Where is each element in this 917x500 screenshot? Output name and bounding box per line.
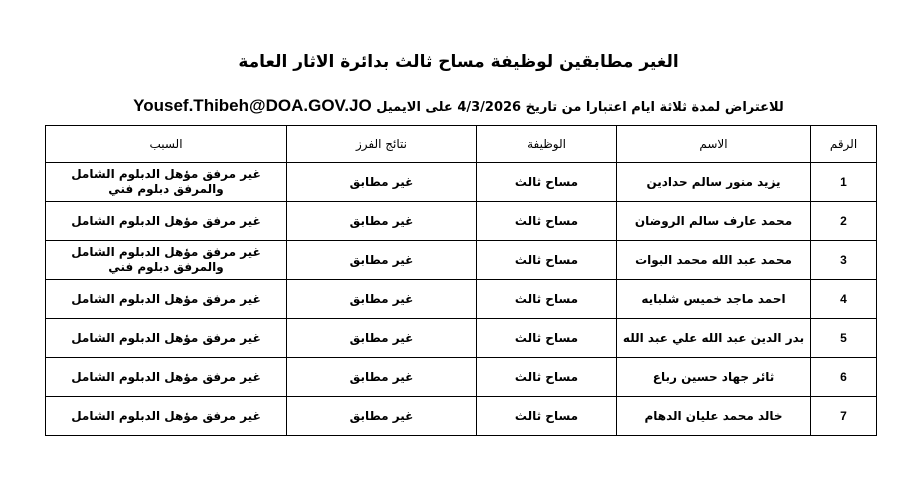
cell-job: مساح ثالث	[477, 163, 617, 202]
cell-job: مساح ثالث	[477, 202, 617, 241]
cell-number: 5	[811, 319, 877, 358]
cell-reason: غير مرفق مؤهل الدبلوم الشامل	[46, 397, 287, 436]
page-title: الغير مطابقين لوظيفة مساح ثالث بدائرة الاثار العامة	[238, 52, 679, 72]
cell-result: غير مطابق	[287, 358, 477, 397]
cell-job: مساح ثالث	[477, 397, 617, 436]
cell-result: غير مطابق	[287, 397, 477, 436]
cell-number: 1	[811, 163, 877, 202]
cell-number: 6	[811, 358, 877, 397]
cell-name: محمد عبد الله محمد البوات	[617, 241, 811, 280]
cell-name: احمد ماجد خميس شلبايه	[617, 280, 811, 319]
cell-number: 7	[811, 397, 877, 436]
cell-name: خالد محمد عليان الدهام	[617, 397, 811, 436]
contact-email: Yousef.Thibeh@DOA.GOV.JO	[133, 96, 372, 115]
cell-name: ثائر جهاد حسين رباع	[617, 358, 811, 397]
header-job: الوظيفة	[477, 126, 617, 163]
cell-reason: غير مرفق مؤهل الدبلوم الشامل	[46, 202, 287, 241]
cell-result: غير مطابق	[287, 163, 477, 202]
notice-text: للاعتراض لمدة ثلاثة ايام اعتبارا من تاريخ 4/3/2026 على الايميل	[376, 100, 784, 115]
cell-job: مساح ثالث	[477, 280, 617, 319]
header-result: نتائج الفرز	[287, 126, 477, 163]
table-row	[46, 358, 877, 397]
table-row	[46, 280, 877, 319]
cell-job: مساح ثالث	[477, 241, 617, 280]
results-table	[45, 125, 877, 436]
cell-number: 3	[811, 241, 877, 280]
cell-result: غير مطابق	[287, 241, 477, 280]
cell-number: 2	[811, 202, 877, 241]
table-row	[46, 241, 877, 280]
table-row	[46, 397, 877, 436]
cell-result: غير مطابق	[287, 319, 477, 358]
objection-notice	[0, 95, 917, 119]
table-row	[46, 163, 877, 202]
header-name: الاسم	[617, 126, 811, 163]
cell-result: غير مطابق	[287, 202, 477, 241]
cell-name: يزيد منور سالم حدادين	[617, 163, 811, 202]
header-number: الرقم	[811, 126, 877, 163]
cell-reason: غير مرفق مؤهل الدبلوم الشامل	[46, 280, 287, 319]
table-row	[46, 202, 877, 241]
cell-reason: غير مرفق مؤهل الدبلوم الشامل والمرفق دبلوم فني	[46, 241, 287, 280]
cell-job: مساح ثالث	[477, 319, 617, 358]
cell-job: مساح ثالث	[477, 358, 617, 397]
cell-reason: غير مرفق مؤهل الدبلوم الشامل والمرفق دبلوم فني	[46, 163, 287, 202]
cell-reason: غير مرفق مؤهل الدبلوم الشامل	[46, 358, 287, 397]
cell-result: غير مطابق	[287, 280, 477, 319]
cell-name: محمد عارف سالم الروضان	[617, 202, 811, 241]
table-header-row	[46, 126, 877, 163]
cell-reason: غير مرفق مؤهل الدبلوم الشامل	[46, 319, 287, 358]
cell-number: 4	[811, 280, 877, 319]
table-row	[46, 319, 877, 358]
header-reason: السبب	[46, 126, 287, 163]
cell-name: بدر الدين عبد الله علي عبد الله	[617, 319, 811, 358]
